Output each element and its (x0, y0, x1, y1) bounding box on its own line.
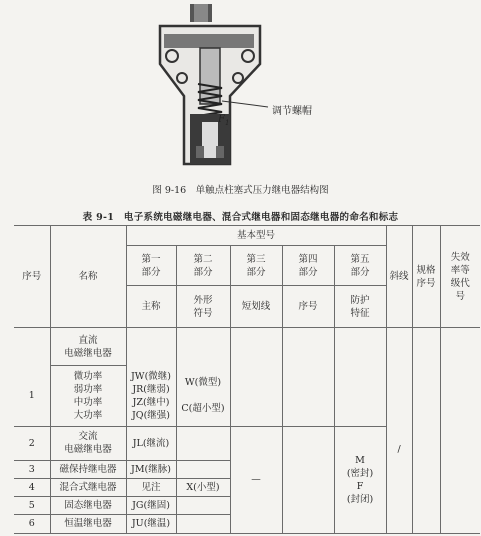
row5-name: 固态继电器 (50, 496, 126, 514)
lower-bore (202, 122, 218, 158)
subheader-serial: 序号 (282, 286, 334, 328)
top-fitting-bore (194, 4, 208, 22)
row6-shape (176, 514, 230, 533)
header-name: 名称 (50, 226, 126, 328)
row1-spec-top (412, 328, 440, 366)
row3-name: 磁保持继电器 (50, 460, 126, 478)
row4-code: 见注 (126, 478, 176, 496)
row4-shape: X(小型) (176, 478, 230, 496)
table-title: 表 9-1 电子系统电磁继电器、混合式继电器和固态继电器的命名和标志 (82, 212, 399, 223)
relay-structure-figure (150, 4, 330, 174)
header-part3: 第三 部分 (230, 246, 282, 286)
row1-part4 (282, 366, 334, 426)
row5-shape (176, 496, 230, 514)
dash-cell: — (230, 426, 282, 533)
row3-shape (176, 460, 230, 478)
serial-cell (282, 426, 334, 533)
row1-slash-top (386, 328, 412, 366)
row1-part5-top (334, 328, 386, 366)
row4-name: 混合式继电器 (50, 478, 126, 496)
row5-no: 5 (14, 496, 50, 514)
contact-left (196, 146, 204, 158)
header-part2: 第二 部分 (176, 246, 230, 286)
row6-name: 恒温继电器 (50, 514, 126, 533)
grade-column (440, 366, 480, 534)
row1-part3 (230, 366, 282, 426)
protection-cell: M (密封) F (封闭) (334, 426, 386, 533)
row2-name: 交流 电磁继电器 (50, 426, 126, 460)
row1-part5 (334, 366, 386, 426)
row3-code: JM(继脉) (126, 460, 176, 478)
subheader-protection: 防护 特征 (334, 286, 386, 328)
row1-code-top (126, 328, 176, 366)
header-basic-model: 基本型号 (126, 226, 386, 246)
header-part4: 第四 部分 (282, 246, 334, 286)
row2-no: 2 (14, 426, 50, 460)
row1-shape-top (176, 328, 230, 366)
header-failure-grade: 失效 率等 级代 号 (440, 226, 480, 328)
subheader-shape: 外形 符号 (176, 286, 230, 328)
row1-grade-top (440, 328, 480, 366)
row1-no-top (14, 328, 50, 366)
row1-shape: W(微型) C(超小型) (176, 366, 230, 426)
row6-code: JU(继温) (126, 514, 176, 533)
subheader-dash: 短划线 (230, 286, 282, 328)
spec-column (412, 366, 440, 534)
slash-column: / (386, 366, 412, 534)
row4-no: 4 (14, 478, 50, 496)
subheader-main: 主称 (126, 286, 176, 328)
header-slash: 斜线 (386, 226, 412, 328)
header-no: 序号 (14, 226, 50, 328)
row2-code: JL(继流) (126, 426, 176, 460)
row1-part4-top (282, 328, 334, 366)
row1-no: 1 (14, 366, 50, 426)
row2-shape (176, 426, 230, 460)
contact-right (216, 146, 224, 158)
header-part1: 第一 部分 (126, 246, 176, 286)
row3-no: 3 (14, 460, 50, 478)
row5-code: JG(继固) (126, 496, 176, 514)
adjusting-nut-label: 调节螺帽 (272, 106, 312, 117)
f1-label: $F_1$ (218, 114, 230, 127)
header-part5: 第五 部分 (334, 246, 386, 286)
figure-caption: 图 9-16 单触点柱塞式压力继电器结构图 (152, 185, 329, 196)
relay-drawing (150, 4, 330, 174)
header-spec-no: 规格 序号 (412, 226, 440, 328)
relay-naming-table (14, 225, 480, 534)
upper-chamber (164, 34, 254, 48)
row1-names: 微功率 弱功率 中功率 大功率 (50, 366, 126, 426)
row1-group-name: 直流 电磁继电器 (50, 328, 126, 366)
row6-no: 6 (14, 514, 50, 533)
row1-part3-top (230, 328, 282, 366)
row1-codes: JW(微继) JR(继弱) JZ(继中) JQ(继强) (126, 366, 176, 426)
